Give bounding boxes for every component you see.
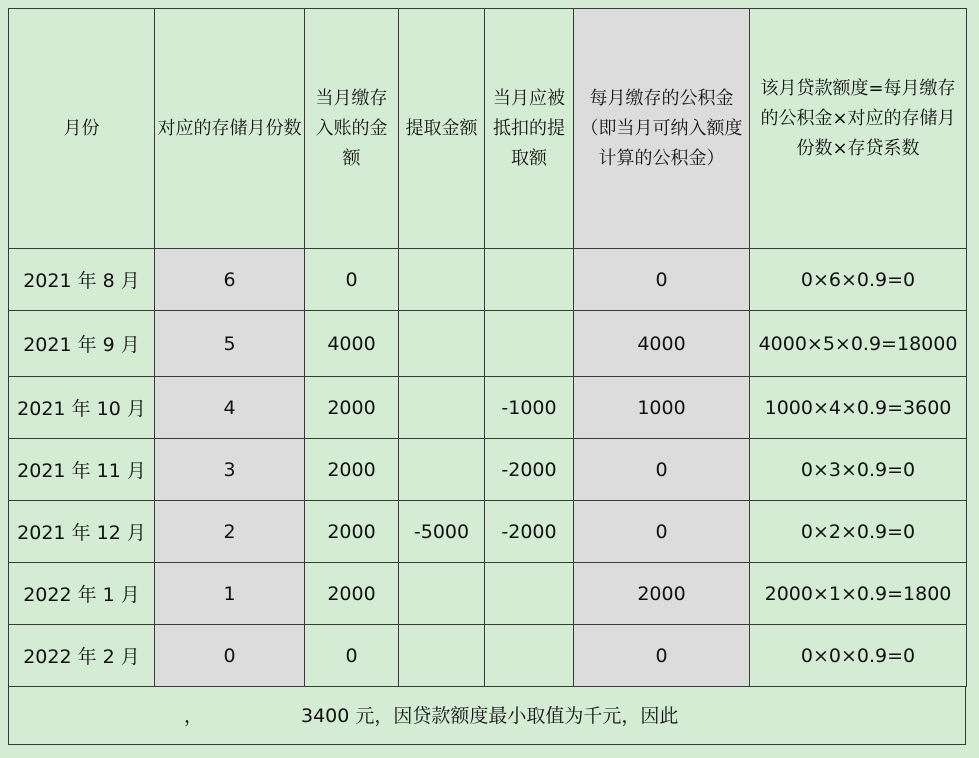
cell-month: 2022 年 1 月: [9, 563, 155, 625]
cell-months-count: 1: [155, 563, 305, 625]
cell-deduct: [485, 249, 574, 311]
cell-month: 2021 年 12 月: [9, 501, 155, 563]
cell-monthly-fund: 0: [574, 625, 750, 687]
header-deduct: 当月应被抵扣的提取额: [485, 9, 574, 249]
cell-monthly-fund: 0: [574, 501, 750, 563]
cell-deposit: 2000: [305, 501, 399, 563]
cell-loan-formula: 0×0×0.9=0: [750, 625, 967, 687]
cell-loan-formula: 1000×4×0.9=3600: [750, 377, 967, 439]
cell-months-count: 3: [155, 439, 305, 501]
summary-footer: [8, 687, 966, 745]
summary-fragment-left: ，: [184, 705, 204, 727]
cell-month: 2021 年 9 月: [9, 311, 155, 377]
cell-withdraw: [399, 439, 485, 501]
cell-withdraw: [399, 249, 485, 311]
cell-monthly-fund: 0: [574, 249, 750, 311]
header-monthly-fund: 每月缴存的公积金（即当月可纳入额度计算的公积金）: [574, 9, 750, 249]
cell-months-count: 0: [155, 625, 305, 687]
table-row: [9, 311, 967, 377]
cell-months-count: 6: [155, 249, 305, 311]
cell-withdraw: -5000: [399, 501, 485, 563]
header-months-count: 对应的存储月份数: [155, 9, 305, 249]
header-deposit: 当月缴存入账的金额: [305, 9, 399, 249]
table-row: [9, 249, 967, 311]
cell-monthly-fund: 1000: [574, 377, 750, 439]
cell-deduct: [485, 625, 574, 687]
loan-calculation-table: [8, 8, 967, 687]
table-row: [9, 439, 967, 501]
cell-loan-formula: 0×6×0.9=0: [750, 249, 967, 311]
cell-deposit: 2000: [305, 377, 399, 439]
summary-text: 3400 元，因贷款额度最小取值为千元，因此: [301, 705, 679, 727]
table-row: [9, 625, 967, 687]
cell-months-count: 5: [155, 311, 305, 377]
cell-months-count: 4: [155, 377, 305, 439]
cell-loan-formula: 0×2×0.9=0: [750, 501, 967, 563]
cell-loan-formula: 0×3×0.9=0: [750, 439, 967, 501]
table-row: [9, 377, 967, 439]
cell-deduct: [485, 311, 574, 377]
cell-monthly-fund: 2000: [574, 563, 750, 625]
header-loan-formula-text: 该月贷款额度=每月缴存的公积金×对应的存储月份数×存贷系数: [760, 77, 956, 159]
cell-deposit: 2000: [305, 439, 399, 501]
cell-loan-formula: 4000×5×0.9=18000: [750, 311, 967, 377]
header-withdraw: 提取金额: [399, 9, 485, 249]
cell-withdraw: [399, 377, 485, 439]
cell-months-count: 2: [155, 501, 305, 563]
cell-withdraw: [399, 625, 485, 687]
cell-deposit: 4000: [305, 311, 399, 377]
cell-withdraw: [399, 563, 485, 625]
cell-deposit: 0: [305, 249, 399, 311]
cell-monthly-fund: 0: [574, 439, 750, 501]
cell-deposit: 0: [305, 625, 399, 687]
cell-deduct: -2000: [485, 439, 574, 501]
cell-deduct: -2000: [485, 501, 574, 563]
loan-calculation-table-wrapper: [8, 8, 967, 687]
cell-month: 2021 年 11 月: [9, 439, 155, 501]
cell-deposit: 2000: [305, 563, 399, 625]
table-row: [9, 501, 967, 563]
cell-month: 2022 年 2 月: [9, 625, 155, 687]
cell-deduct: [485, 563, 574, 625]
cell-loan-formula: 2000×1×0.9=1800: [750, 563, 967, 625]
cell-monthly-fund: 4000: [574, 311, 750, 377]
header-month: 月份: [9, 9, 155, 249]
header-loan-formula: [750, 9, 967, 249]
cell-deduct: -1000: [485, 377, 574, 439]
cell-month: 2021 年 8 月: [9, 249, 155, 311]
table-header-row: [9, 9, 967, 249]
cell-month: 2021 年 10 月: [9, 377, 155, 439]
cell-withdraw: [399, 311, 485, 377]
table-row: [9, 563, 967, 625]
